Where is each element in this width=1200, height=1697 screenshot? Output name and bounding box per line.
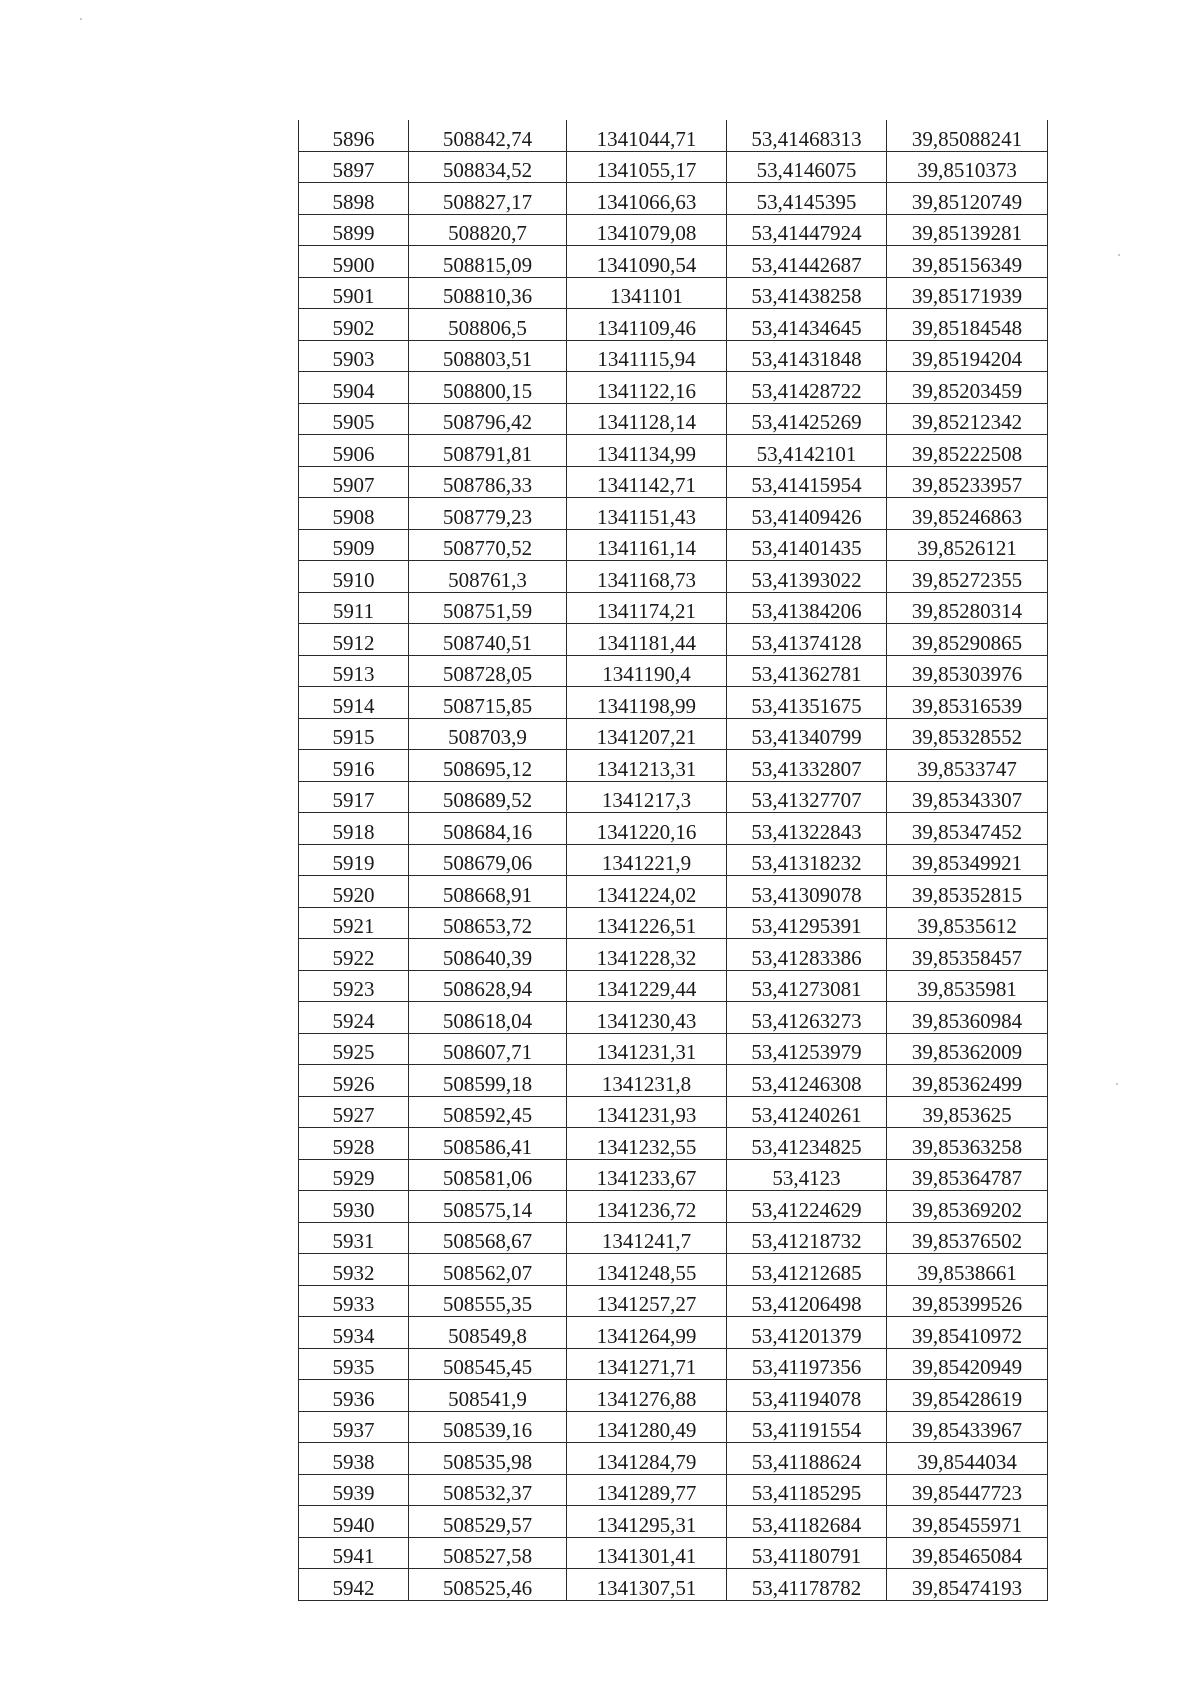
x-coordinate-cell: 508786,33 (409, 466, 567, 498)
y-coordinate-cell: 1341221,9 (567, 844, 727, 876)
latitude-cell: 53,41447924 (727, 214, 887, 246)
table-row (299, 750, 1048, 782)
latitude-cell: 53,41283386 (727, 939, 887, 971)
y-coordinate-cell: 1341231,93 (567, 1096, 727, 1128)
x-coordinate-cell: 508803,51 (409, 340, 567, 372)
x-coordinate-cell: 508575,14 (409, 1191, 567, 1223)
x-coordinate-cell: 508820,7 (409, 214, 567, 246)
y-coordinate-cell: 1341190,4 (567, 655, 727, 687)
x-coordinate-cell: 508703,9 (409, 718, 567, 750)
latitude-cell: 53,41295391 (727, 907, 887, 939)
y-coordinate-cell: 1341066,63 (567, 183, 727, 215)
table-row (299, 718, 1048, 750)
point-number-cell: 5933 (299, 1285, 409, 1317)
y-coordinate-cell: 1341241,7 (567, 1222, 727, 1254)
longitude-cell: 39,85347452 (887, 813, 1048, 845)
x-coordinate-cell: 508695,12 (409, 750, 567, 782)
table-row (299, 403, 1048, 435)
y-coordinate-cell: 1341276,88 (567, 1380, 727, 1412)
table-row (299, 1348, 1048, 1380)
point-number-cell: 5899 (299, 214, 409, 246)
longitude-cell: 39,85203459 (887, 372, 1048, 404)
point-number-cell: 5902 (299, 309, 409, 341)
point-number-cell: 5935 (299, 1348, 409, 1380)
latitude-cell: 53,4123 (727, 1159, 887, 1191)
latitude-cell: 53,41468313 (727, 120, 887, 151)
point-number-cell: 5928 (299, 1128, 409, 1160)
y-coordinate-cell: 1341231,8 (567, 1065, 727, 1097)
latitude-cell: 53,41401435 (727, 529, 887, 561)
x-coordinate-cell: 508761,3 (409, 561, 567, 593)
latitude-cell: 53,41178782 (727, 1569, 887, 1601)
latitude-cell: 53,41362781 (727, 655, 887, 687)
point-number-cell: 5918 (299, 813, 409, 845)
y-coordinate-cell: 1341226,51 (567, 907, 727, 939)
latitude-cell: 53,41340799 (727, 718, 887, 750)
y-coordinate-cell: 1341264,99 (567, 1317, 727, 1349)
x-coordinate-cell: 508791,81 (409, 435, 567, 467)
longitude-cell: 39,85088241 (887, 120, 1048, 151)
point-number-cell: 5924 (299, 1002, 409, 1034)
table-row (299, 970, 1048, 1002)
point-number-cell: 5909 (299, 529, 409, 561)
table-row (299, 1222, 1048, 1254)
x-coordinate-cell: 508568,67 (409, 1222, 567, 1254)
table-row (299, 466, 1048, 498)
point-number-cell: 5920 (299, 876, 409, 908)
x-coordinate-cell: 508592,45 (409, 1096, 567, 1128)
point-number-cell: 5903 (299, 340, 409, 372)
table-row (299, 1128, 1048, 1160)
table-row (299, 1506, 1048, 1538)
latitude-cell: 53,41322843 (727, 813, 887, 845)
y-coordinate-cell: 1341151,43 (567, 498, 727, 530)
point-number-cell: 5922 (299, 939, 409, 971)
table-row (299, 1285, 1048, 1317)
point-number-cell: 5940 (299, 1506, 409, 1538)
x-coordinate-cell: 508740,51 (409, 624, 567, 656)
latitude-cell: 53,41194078 (727, 1380, 887, 1412)
longitude-cell: 39,85363258 (887, 1128, 1048, 1160)
point-number-cell: 5908 (299, 498, 409, 530)
latitude-cell: 53,41201379 (727, 1317, 887, 1349)
longitude-cell: 39,85280314 (887, 592, 1048, 624)
longitude-cell: 39,85364787 (887, 1159, 1048, 1191)
longitude-cell: 39,8526121 (887, 529, 1048, 561)
longitude-cell: 39,85349921 (887, 844, 1048, 876)
table-row (299, 529, 1048, 561)
x-coordinate-cell: 508532,37 (409, 1474, 567, 1506)
point-number-cell: 5942 (299, 1569, 409, 1601)
y-coordinate-cell: 1341142,71 (567, 466, 727, 498)
point-number-cell: 5898 (299, 183, 409, 215)
longitude-cell: 39,85420949 (887, 1348, 1048, 1380)
y-coordinate-cell: 1341044,71 (567, 120, 727, 151)
y-coordinate-cell: 1341284,79 (567, 1443, 727, 1475)
x-coordinate-cell: 508806,5 (409, 309, 567, 341)
table-row (299, 624, 1048, 656)
point-number-cell: 5925 (299, 1033, 409, 1065)
y-coordinate-cell: 1341224,02 (567, 876, 727, 908)
longitude-cell: 39,85399526 (887, 1285, 1048, 1317)
point-number-cell: 5934 (299, 1317, 409, 1349)
y-coordinate-cell: 1341301,41 (567, 1537, 727, 1569)
longitude-cell: 39,85433967 (887, 1411, 1048, 1443)
x-coordinate-cell: 508796,42 (409, 403, 567, 435)
latitude-cell: 53,41263273 (727, 1002, 887, 1034)
point-number-cell: 5932 (299, 1254, 409, 1286)
table-row (299, 687, 1048, 719)
latitude-cell: 53,41309078 (727, 876, 887, 908)
scan-speck (1118, 254, 1120, 256)
y-coordinate-cell: 1341232,55 (567, 1128, 727, 1160)
latitude-cell: 53,41351675 (727, 687, 887, 719)
y-coordinate-cell: 1341115,94 (567, 340, 727, 372)
x-coordinate-cell: 508628,94 (409, 970, 567, 1002)
x-coordinate-cell: 508842,74 (409, 120, 567, 151)
point-number-cell: 5941 (299, 1537, 409, 1569)
longitude-cell: 39,85233957 (887, 466, 1048, 498)
latitude-cell: 53,4142101 (727, 435, 887, 467)
table-row (299, 813, 1048, 845)
x-coordinate-cell: 508549,8 (409, 1317, 567, 1349)
y-coordinate-cell: 1341295,31 (567, 1506, 727, 1538)
latitude-cell: 53,41191554 (727, 1411, 887, 1443)
x-coordinate-cell: 508770,52 (409, 529, 567, 561)
longitude-cell: 39,85222508 (887, 435, 1048, 467)
x-coordinate-cell: 508640,39 (409, 939, 567, 971)
y-coordinate-cell: 1341228,32 (567, 939, 727, 971)
latitude-cell: 53,41234825 (727, 1128, 887, 1160)
latitude-cell: 53,41409426 (727, 498, 887, 530)
table-row (299, 214, 1048, 246)
x-coordinate-cell: 508535,98 (409, 1443, 567, 1475)
y-coordinate-cell: 1341236,72 (567, 1191, 727, 1223)
x-coordinate-cell: 508618,04 (409, 1002, 567, 1034)
y-coordinate-cell: 1341174,21 (567, 592, 727, 624)
y-coordinate-cell: 1341181,44 (567, 624, 727, 656)
latitude-cell: 53,41185295 (727, 1474, 887, 1506)
y-coordinate-cell: 1341161,14 (567, 529, 727, 561)
x-coordinate-cell: 508529,57 (409, 1506, 567, 1538)
y-coordinate-cell: 1341231,31 (567, 1033, 727, 1065)
latitude-cell: 53,41246308 (727, 1065, 887, 1097)
point-number-cell: 5905 (299, 403, 409, 435)
y-coordinate-cell: 1341217,3 (567, 781, 727, 813)
x-coordinate-cell: 508679,06 (409, 844, 567, 876)
y-coordinate-cell: 1341128,14 (567, 403, 727, 435)
point-number-cell: 5910 (299, 561, 409, 593)
longitude-cell: 39,85194204 (887, 340, 1048, 372)
x-coordinate-cell: 508527,58 (409, 1537, 567, 1569)
point-number-cell: 5926 (299, 1065, 409, 1097)
coordinates-table (298, 120, 1048, 1601)
x-coordinate-cell: 508800,15 (409, 372, 567, 404)
point-number-cell: 5896 (299, 120, 409, 151)
y-coordinate-cell: 1341079,08 (567, 214, 727, 246)
point-number-cell: 5917 (299, 781, 409, 813)
x-coordinate-cell: 508581,06 (409, 1159, 567, 1191)
longitude-cell: 39,8535981 (887, 970, 1048, 1002)
scan-speck (1116, 1083, 1118, 1085)
latitude-cell: 53,41384206 (727, 592, 887, 624)
latitude-cell: 53,41318232 (727, 844, 887, 876)
latitude-cell: 53,41188624 (727, 1443, 887, 1475)
x-coordinate-cell: 508689,52 (409, 781, 567, 813)
longitude-cell: 39,85455971 (887, 1506, 1048, 1538)
x-coordinate-cell: 508539,16 (409, 1411, 567, 1443)
longitude-cell: 39,8510373 (887, 151, 1048, 183)
point-number-cell: 5906 (299, 435, 409, 467)
x-coordinate-cell: 508810,36 (409, 277, 567, 309)
table-row (299, 183, 1048, 215)
longitude-cell: 39,85290865 (887, 624, 1048, 656)
x-coordinate-cell: 508525,46 (409, 1569, 567, 1601)
latitude-cell: 53,41218732 (727, 1222, 887, 1254)
point-number-cell: 5930 (299, 1191, 409, 1223)
latitude-cell: 53,41442687 (727, 246, 887, 278)
latitude-cell: 53,41197356 (727, 1348, 887, 1380)
x-coordinate-cell: 508541,9 (409, 1380, 567, 1412)
longitude-cell: 39,85343307 (887, 781, 1048, 813)
table-row (299, 561, 1048, 593)
x-coordinate-cell: 508586,41 (409, 1128, 567, 1160)
x-coordinate-cell: 508668,91 (409, 876, 567, 908)
latitude-cell: 53,4145395 (727, 183, 887, 215)
longitude-cell: 39,85360984 (887, 1002, 1048, 1034)
latitude-cell: 53,41224629 (727, 1191, 887, 1223)
table-row (299, 1317, 1048, 1349)
latitude-cell: 53,41253979 (727, 1033, 887, 1065)
latitude-cell: 53,41434645 (727, 309, 887, 341)
y-coordinate-cell: 1341289,77 (567, 1474, 727, 1506)
latitude-cell: 53,41206498 (727, 1285, 887, 1317)
x-coordinate-cell: 508599,18 (409, 1065, 567, 1097)
longitude-cell: 39,85156349 (887, 246, 1048, 278)
table-row (299, 1096, 1048, 1128)
y-coordinate-cell: 1341230,43 (567, 1002, 727, 1034)
table-row (299, 246, 1048, 278)
latitude-cell: 53,41374128 (727, 624, 887, 656)
latitude-cell: 53,4146075 (727, 151, 887, 183)
point-number-cell: 5921 (299, 907, 409, 939)
point-number-cell: 5914 (299, 687, 409, 719)
table-row (299, 844, 1048, 876)
point-number-cell: 5916 (299, 750, 409, 782)
y-coordinate-cell: 1341213,31 (567, 750, 727, 782)
latitude-cell: 53,41182684 (727, 1506, 887, 1538)
table-row (299, 876, 1048, 908)
table-row (299, 1569, 1048, 1601)
table-row (299, 1159, 1048, 1191)
table-row (299, 277, 1048, 309)
longitude-cell: 39,85410972 (887, 1317, 1048, 1349)
latitude-cell: 53,41428722 (727, 372, 887, 404)
x-coordinate-cell: 508715,85 (409, 687, 567, 719)
longitude-cell: 39,85328552 (887, 718, 1048, 750)
longitude-cell: 39,85139281 (887, 214, 1048, 246)
table-row (299, 435, 1048, 467)
longitude-cell: 39,85316539 (887, 687, 1048, 719)
x-coordinate-cell: 508555,35 (409, 1285, 567, 1317)
longitude-cell: 39,85376502 (887, 1222, 1048, 1254)
point-number-cell: 5923 (299, 970, 409, 1002)
latitude-cell: 53,41273081 (727, 970, 887, 1002)
point-number-cell: 5897 (299, 151, 409, 183)
longitude-cell: 39,8535612 (887, 907, 1048, 939)
table-row (299, 1191, 1048, 1223)
table-row (299, 1065, 1048, 1097)
point-number-cell: 5939 (299, 1474, 409, 1506)
table-row (299, 1033, 1048, 1065)
longitude-cell: 39,8533747 (887, 750, 1048, 782)
x-coordinate-cell: 508779,23 (409, 498, 567, 530)
longitude-cell: 39,85272355 (887, 561, 1048, 593)
longitude-cell: 39,85474193 (887, 1569, 1048, 1601)
y-coordinate-cell: 1341198,99 (567, 687, 727, 719)
point-number-cell: 5927 (299, 1096, 409, 1128)
point-number-cell: 5904 (299, 372, 409, 404)
longitude-cell: 39,853625 (887, 1096, 1048, 1128)
table-row (299, 1443, 1048, 1475)
x-coordinate-cell: 508815,09 (409, 246, 567, 278)
x-coordinate-cell: 508562,07 (409, 1254, 567, 1286)
latitude-cell: 53,41425269 (727, 403, 887, 435)
table-row (299, 498, 1048, 530)
x-coordinate-cell: 508751,59 (409, 592, 567, 624)
table-row (299, 1254, 1048, 1286)
latitude-cell: 53,41431848 (727, 340, 887, 372)
x-coordinate-cell: 508834,52 (409, 151, 567, 183)
y-coordinate-cell: 1341280,49 (567, 1411, 727, 1443)
latitude-cell: 53,41393022 (727, 561, 887, 593)
x-coordinate-cell: 508653,72 (409, 907, 567, 939)
y-coordinate-cell: 1341122,16 (567, 372, 727, 404)
point-number-cell: 5938 (299, 1443, 409, 1475)
point-number-cell: 5911 (299, 592, 409, 624)
table-row (299, 592, 1048, 624)
longitude-cell: 39,85212342 (887, 403, 1048, 435)
point-number-cell: 5900 (299, 246, 409, 278)
longitude-cell: 39,85362499 (887, 1065, 1048, 1097)
latitude-cell: 53,41332807 (727, 750, 887, 782)
longitude-cell: 39,85369202 (887, 1191, 1048, 1223)
y-coordinate-cell: 1341271,71 (567, 1348, 727, 1380)
y-coordinate-cell: 1341307,51 (567, 1569, 727, 1601)
point-number-cell: 5912 (299, 624, 409, 656)
y-coordinate-cell: 1341134,99 (567, 435, 727, 467)
y-coordinate-cell: 1341168,73 (567, 561, 727, 593)
longitude-cell: 39,85447723 (887, 1474, 1048, 1506)
table-row (299, 372, 1048, 404)
x-coordinate-cell: 508728,05 (409, 655, 567, 687)
y-coordinate-cell: 1341220,16 (567, 813, 727, 845)
x-coordinate-cell: 508545,45 (409, 1348, 567, 1380)
table-row (299, 781, 1048, 813)
table-row (299, 309, 1048, 341)
latitude-cell: 53,41240261 (727, 1096, 887, 1128)
x-coordinate-cell: 508607,71 (409, 1033, 567, 1065)
table-row (299, 1380, 1048, 1412)
point-number-cell: 5937 (299, 1411, 409, 1443)
y-coordinate-cell: 1341233,67 (567, 1159, 727, 1191)
latitude-cell: 53,41438258 (727, 277, 887, 309)
y-coordinate-cell: 1341090,54 (567, 246, 727, 278)
point-number-cell: 5907 (299, 466, 409, 498)
y-coordinate-cell: 1341257,27 (567, 1285, 727, 1317)
table-row (299, 1474, 1048, 1506)
table-row (299, 655, 1048, 687)
table-row (299, 120, 1048, 151)
y-coordinate-cell: 1341229,44 (567, 970, 727, 1002)
y-coordinate-cell: 1341055,17 (567, 151, 727, 183)
latitude-cell: 53,41415954 (727, 466, 887, 498)
table-row (299, 939, 1048, 971)
point-number-cell: 5931 (299, 1222, 409, 1254)
longitude-cell: 39,85246863 (887, 498, 1048, 530)
table-row (299, 1002, 1048, 1034)
latitude-cell: 53,41327707 (727, 781, 887, 813)
table-row (299, 340, 1048, 372)
latitude-cell: 53,41180791 (727, 1537, 887, 1569)
longitude-cell: 39,85465084 (887, 1537, 1048, 1569)
longitude-cell: 39,85428619 (887, 1380, 1048, 1412)
point-number-cell: 5915 (299, 718, 409, 750)
y-coordinate-cell: 1341207,21 (567, 718, 727, 750)
point-number-cell: 5929 (299, 1159, 409, 1191)
point-number-cell: 5919 (299, 844, 409, 876)
table-row (299, 1411, 1048, 1443)
latitude-cell: 53,41212685 (727, 1254, 887, 1286)
longitude-cell: 39,85352815 (887, 876, 1048, 908)
y-coordinate-cell: 1341101 (567, 277, 727, 309)
point-number-cell: 5936 (299, 1380, 409, 1412)
x-coordinate-cell: 508827,17 (409, 183, 567, 215)
scan-speck (80, 18, 82, 20)
y-coordinate-cell: 1341248,55 (567, 1254, 727, 1286)
longitude-cell: 39,85362009 (887, 1033, 1048, 1065)
table-row (299, 907, 1048, 939)
table-row (299, 1537, 1048, 1569)
point-number-cell: 5913 (299, 655, 409, 687)
longitude-cell: 39,8538661 (887, 1254, 1048, 1286)
x-coordinate-cell: 508684,16 (409, 813, 567, 845)
longitude-cell: 39,85171939 (887, 277, 1048, 309)
coordinates-table-body (299, 120, 1048, 1600)
table-row (299, 151, 1048, 183)
longitude-cell: 39,85358457 (887, 939, 1048, 971)
longitude-cell: 39,85303976 (887, 655, 1048, 687)
longitude-cell: 39,85184548 (887, 309, 1048, 341)
y-coordinate-cell: 1341109,46 (567, 309, 727, 341)
point-number-cell: 5901 (299, 277, 409, 309)
longitude-cell: 39,85120749 (887, 183, 1048, 215)
longitude-cell: 39,8544034 (887, 1443, 1048, 1475)
